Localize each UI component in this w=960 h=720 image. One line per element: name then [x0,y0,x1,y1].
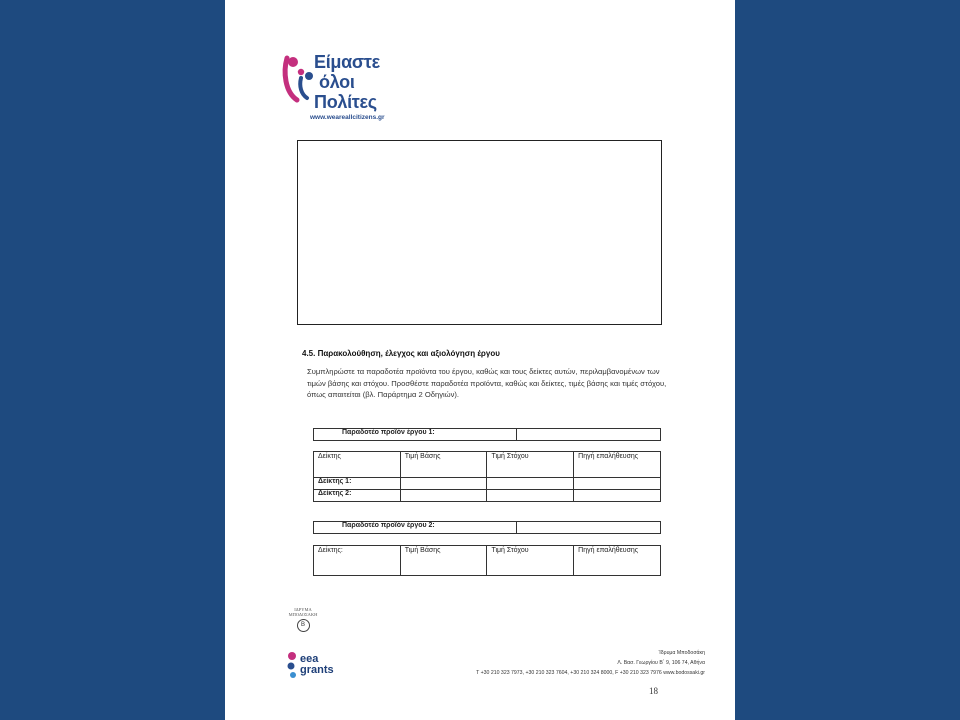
logo-line-3: Πολίτες [314,92,377,112]
product-1-table [313,428,661,441]
product-2-table [313,521,661,534]
footer-line-2: Λ. Βασ. Γεωργίου Β΄ 9, 106 74, Αθήνα [617,660,705,666]
col-indicator: Δείκτης: [314,546,401,576]
indicator-1-label: Δείκτης 1: [314,478,401,490]
bodossaki-logo [283,607,323,632]
eea-text: eea [300,653,319,665]
wearealllcitizens-logo [281,50,421,125]
table-row [314,478,661,490]
section-paragraph: Συμπληρώστε τα παραδοτέα προϊόντα του έργου, καθώς και τους δείκτες αυτών, περιλαμβανομένων των τιμών βάσης και στόχου. Προσθέστε παραδοτέα προϊόντα, καθώς και δείκτες, τιμές βάσης και τιμές στόχου, όπως απαιτείται (βλ. Παράρτημα 2 Οδηγιών). [307,367,667,399]
table-header-row [314,452,661,478]
product-1-label: Παραδοτέο προϊόν έργου 1: [314,429,517,441]
footer-contact [385,648,705,678]
document-page [225,0,735,720]
table-cell[interactable] [574,478,661,490]
table-cell[interactable] [487,490,574,502]
col-verification-source: Πηγή επαλήθευσης [574,546,661,576]
col-target-value: Τιμή Στόχου [487,546,574,576]
bodossaki-line-1: ΙΔΡΥΜΑ [294,607,312,612]
table-cell[interactable] [400,490,487,502]
col-verification-source: Πηγή επαλήθευσης [574,452,661,478]
col-target-value: Τιμή Στόχου [487,452,574,478]
logo-line-1: Είμαστε [314,52,380,72]
bodossaki-mark-icon: Β [297,619,310,632]
bodossaki-line-2: ΜΠΟΔΟΣΑΚΗ [288,612,318,617]
logo-line-2: όλοι [319,72,355,92]
product-1-value[interactable] [517,429,661,441]
table-cell[interactable] [574,490,661,502]
logo-url: www.weareallcitizens.gr [310,114,385,121]
footer-line-1: Ίδρυμα Μποδοσάκη [658,650,705,656]
footer-line-3: T +30 210 323 7973, +30 210 323 7604, +30 210 324 8000, F +30 210 323 7976 www.bodossaki.gr [476,670,705,676]
grants-text: grants [300,664,334,676]
section-title: 4.5. Παρακολούθηση, έλεγχος και αξιολόγηση έργου [302,349,500,358]
col-base-value: Τιμή Βάσης [400,546,487,576]
page-number: 18 [649,686,658,696]
eea-grants-text [300,654,334,676]
table-header-row [314,546,661,576]
indicators-table-2 [313,545,661,576]
product-2-label: Παραδοτέο προϊόν έργου 2: [314,522,517,534]
empty-text-box[interactable] [297,140,662,325]
table-cell[interactable] [400,478,487,490]
eea-grants-icon [285,650,299,680]
col-base-value: Τιμή Βάσης [400,452,487,478]
col-indicator: Δείκτης [314,452,401,478]
table-cell[interactable] [487,478,574,490]
table-row [314,490,661,502]
eea-grants-logo [285,648,345,683]
product-2-value[interactable] [517,522,661,534]
indicators-table-1 [313,451,661,502]
indicator-2-label: Δείκτης 2: [314,490,401,502]
